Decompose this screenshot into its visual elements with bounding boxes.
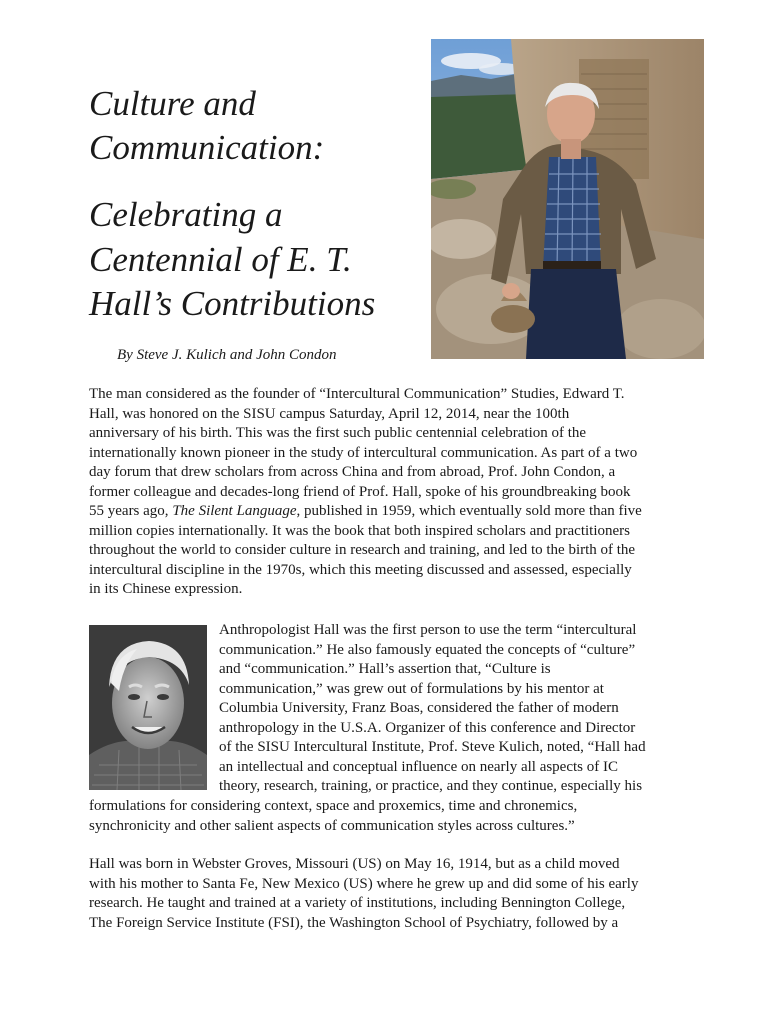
text-line [89,502,689,522]
text-line: intercultural discipline in the 1970s, which this meeting discussed and assessed, especially [89,561,632,578]
paragraph-2-continued [89,797,689,836]
text-line: Columbia University, Franz Boas, considered the father of modern [219,700,619,716]
text-line: throughout the world to consider culture in research and training, and led to the birth of the [89,542,636,558]
text-line: internationally known pioneer in the study of intercultural communication. As part of a two [89,444,638,461]
subtitle-line: Celebrating a [89,195,283,234]
article-subtitle [89,193,419,327]
text-fragment: , published in 1959, which eventually sold more than five [296,503,642,519]
text-line: with his mother to Santa Fe, New Mexico (US) where he grew up and did some of his early [89,875,639,892]
hall-outdoor-photo [431,39,704,359]
hall-portrait-photo [89,625,207,790]
hall-portrait-illustration [89,625,207,790]
text-line: and “communication.” Hall’s assertion that, “Culture is [219,661,551,677]
subtitle-line: Hall’s Contributions [89,284,376,323]
title-line: Culture and [89,84,256,123]
text-line: anthropology in the U.S.A. Organizer of this conference and Director [219,719,636,736]
text-line: Hall, was honored on the SISU campus Saturday, April 12, 2014, near the 100th [89,405,570,422]
text-line: day forum that drew scholars from across China and from abroad, Prof. John Condon, a [89,464,616,480]
text-line: Anthropologist Hall was the first person to use the term “intercultural [219,622,637,638]
subtitle-line: Centennial of E. T. [89,239,352,279]
book-title: The Silent Language [172,503,297,519]
text-line: former colleague and decades-long friend of Prof. Hall, spoke of his groundbreaking book [89,483,631,500]
byline: By Steve J. Kulich and John Condon [117,347,337,363]
text-line: research. He taught and trained at a variety of institutions, including Bennington College, [89,895,626,911]
text-line: formulations for considering context, space and proxemics, time and chronemics, [89,798,578,814]
text-line: synchronicity and other salient aspects of communication styles across cultures.” [89,817,575,834]
hall-outdoor-illustration [431,39,704,359]
paragraph-2 [219,621,694,797]
text-line: Hall was born in Webster Groves, Missouri (US) on May 16, 1914, but as a child moved [89,856,620,872]
text-line: in its Chinese expression. [89,581,243,597]
text-line: The man considered as the founder of “Intercultural Communication” Studies, Edward T. [89,386,625,402]
paragraph-1 [89,385,689,600]
article-title [89,82,419,170]
text-fragment: 55 years ago, [89,503,173,519]
text-line: million copies internationally. It was the book that both inspired scholars and practitioners [89,522,630,539]
text-line: communication.” He also famously equated the concepts of “culture” [219,641,636,658]
text-line: communication,” was grew out of formulations by his mentor at [219,680,604,697]
text-line: anniversary of his birth. This was the first such public centennial celebration of the [89,425,587,441]
text-line: The Foreign Service Institute (FSI), the Washington School of Psychiatry, followed by a [89,914,619,931]
paragraph-3 [89,855,689,933]
text-line: an intellectual and conceptual influence on nearly all aspects of IC [219,758,619,775]
text-line: of the SISU Intercultural Institute, Prof. Steve Kulich, noted, “Hall had [219,739,646,755]
title-line: Communication: [89,128,325,167]
text-line: theory, research, training, or practice, and they continue, especially his [219,778,643,794]
